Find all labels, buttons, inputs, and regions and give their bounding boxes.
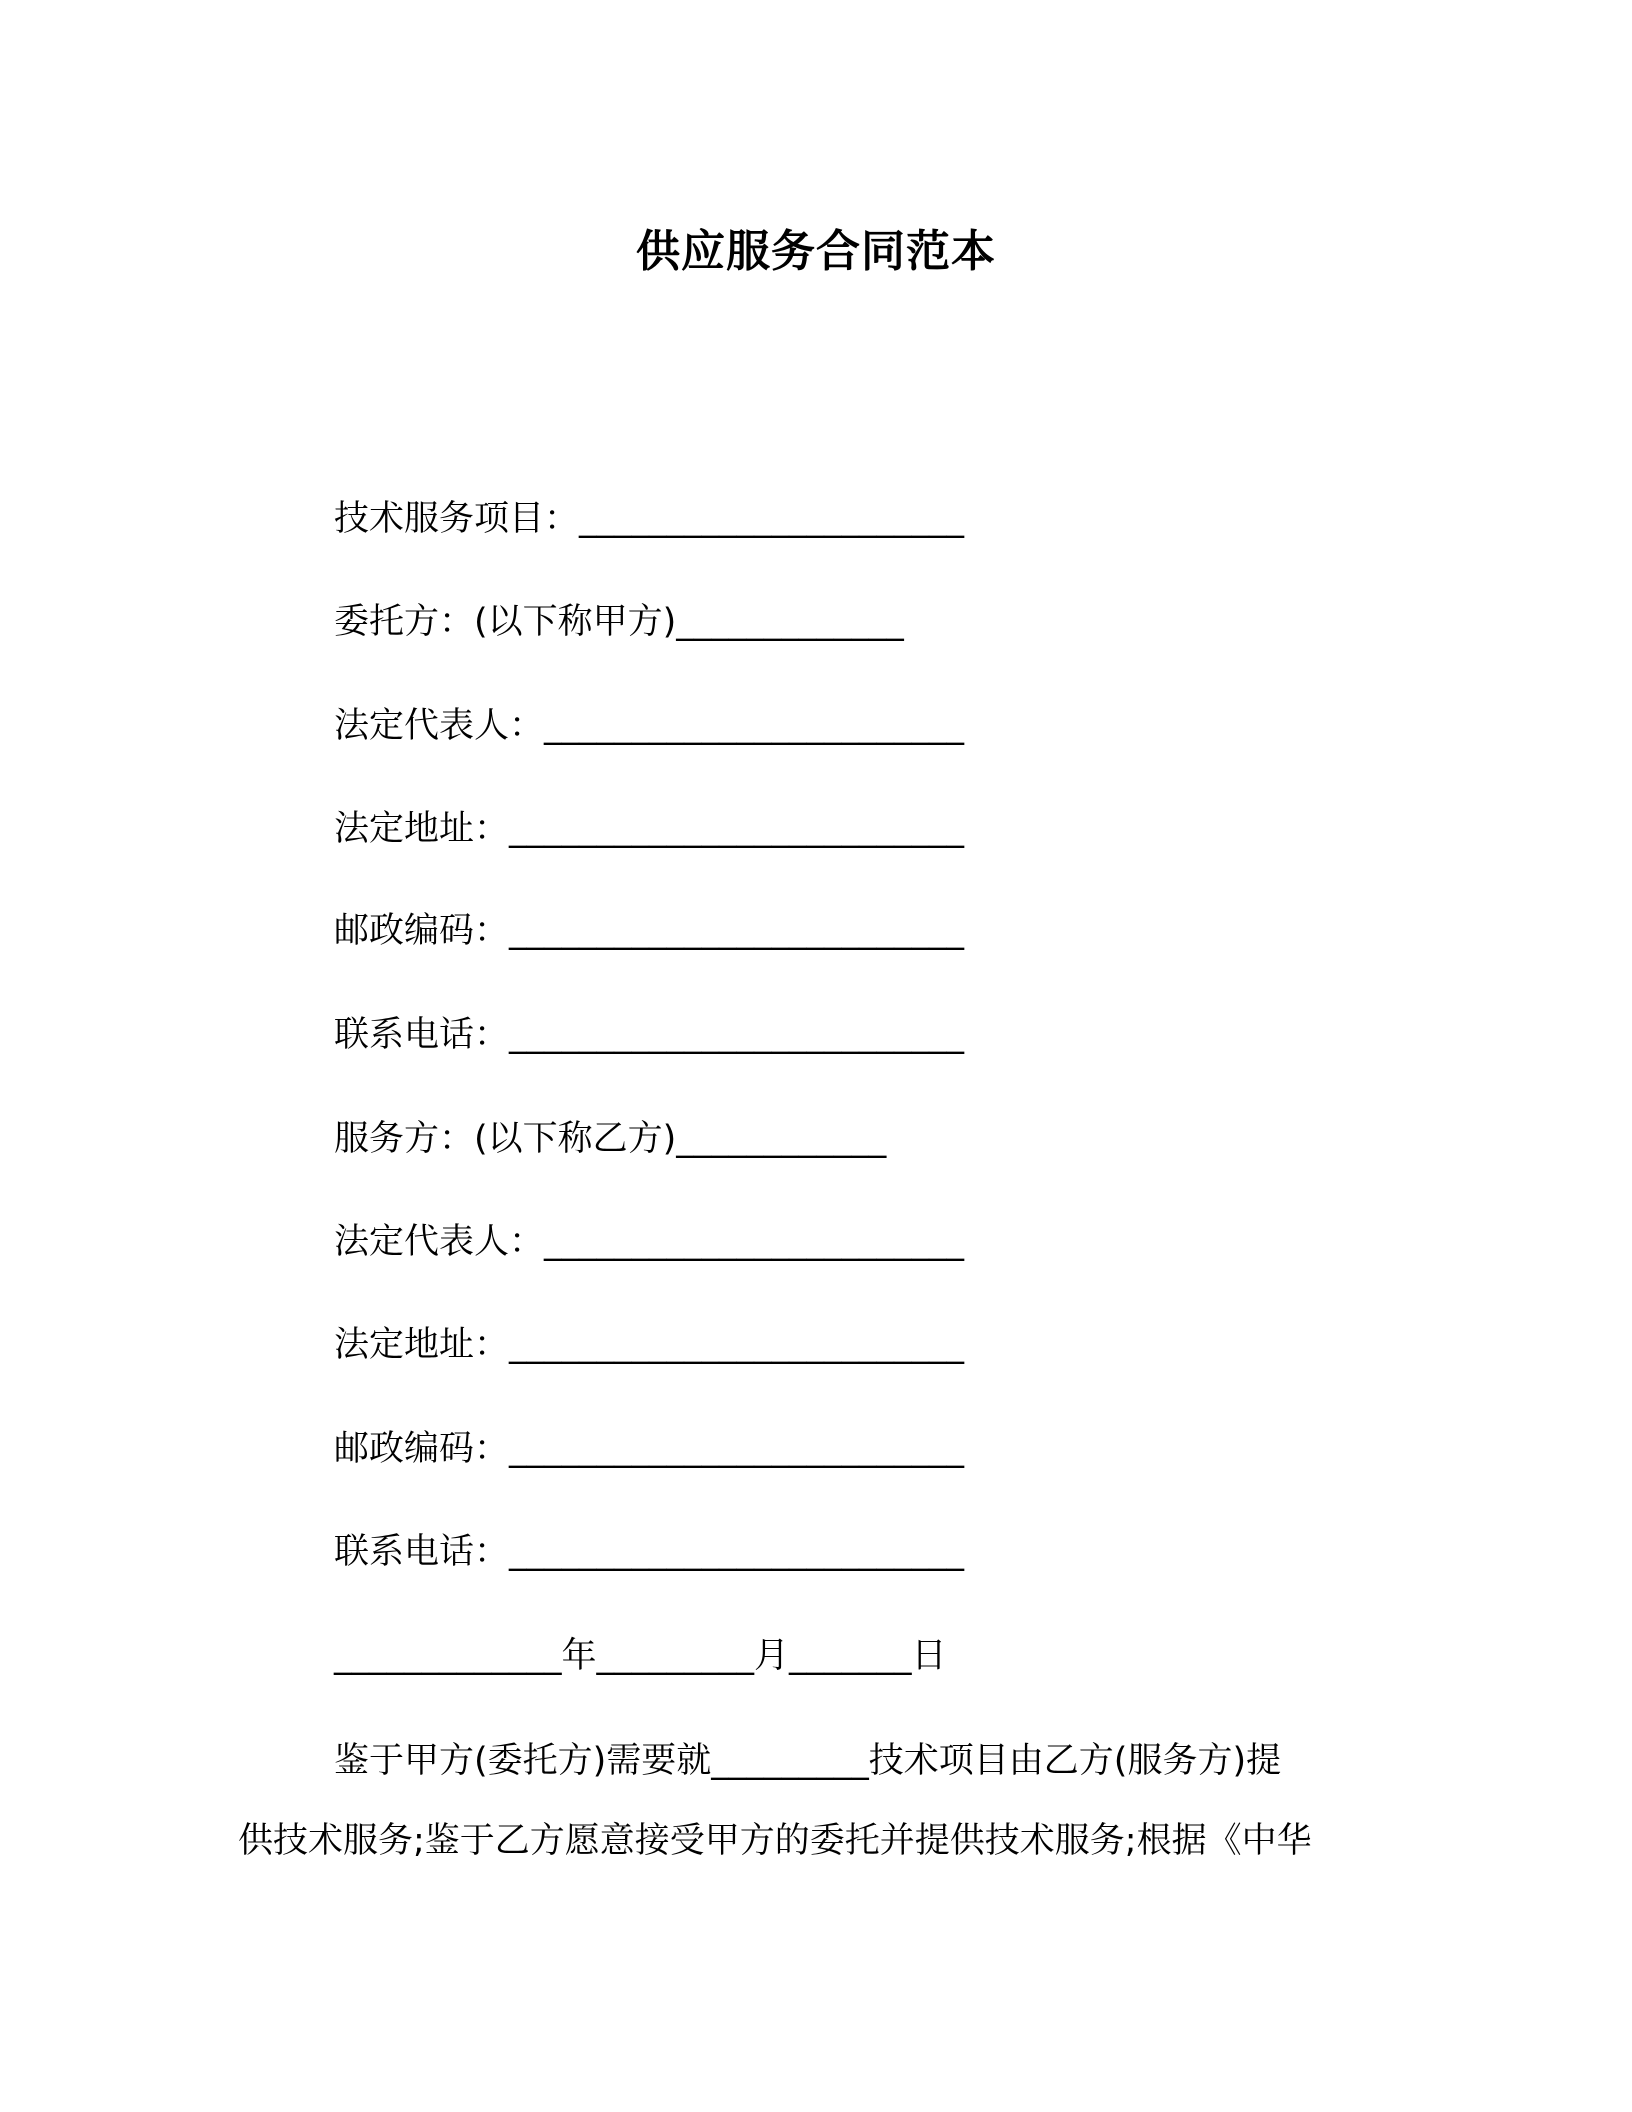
field-service-party-b: 服务方：(以下称乙方)____________	[334, 1119, 887, 1159]
field-client-party-a: 委托方：(以下称甲方)_____________	[334, 602, 904, 642]
field-party-b-legal-representative: 法定代表人：________________________	[334, 1222, 965, 1262]
document-title: 供应服务合同范本	[636, 226, 996, 277]
field-party-b-phone: 联系电话：__________________________	[334, 1532, 965, 1572]
paragraph-line-1: 鉴于甲方(委托方)需要就_________技术项目由乙方(服务方)提	[334, 1741, 1282, 1781]
field-technical-service-project: 技术服务项目：______________________	[334, 499, 965, 539]
field-party-a-postal-code: 邮政编码：__________________________	[334, 911, 965, 951]
paragraph-line-2: 供技术服务;鉴于乙方愿意接受甲方的委托并提供技术服务;根据《中华	[238, 1821, 1312, 1861]
field-party-a-legal-address: 法定地址：__________________________	[334, 809, 965, 849]
field-date: _____________年_________月_______日	[334, 1636, 947, 1676]
field-party-a-phone: 联系电话：__________________________	[334, 1015, 965, 1055]
field-party-b-legal-address: 法定地址：__________________________	[334, 1325, 965, 1365]
field-party-a-legal-representative: 法定代表人：________________________	[334, 706, 965, 746]
field-party-b-postal-code: 邮政编码：__________________________	[334, 1429, 965, 1469]
